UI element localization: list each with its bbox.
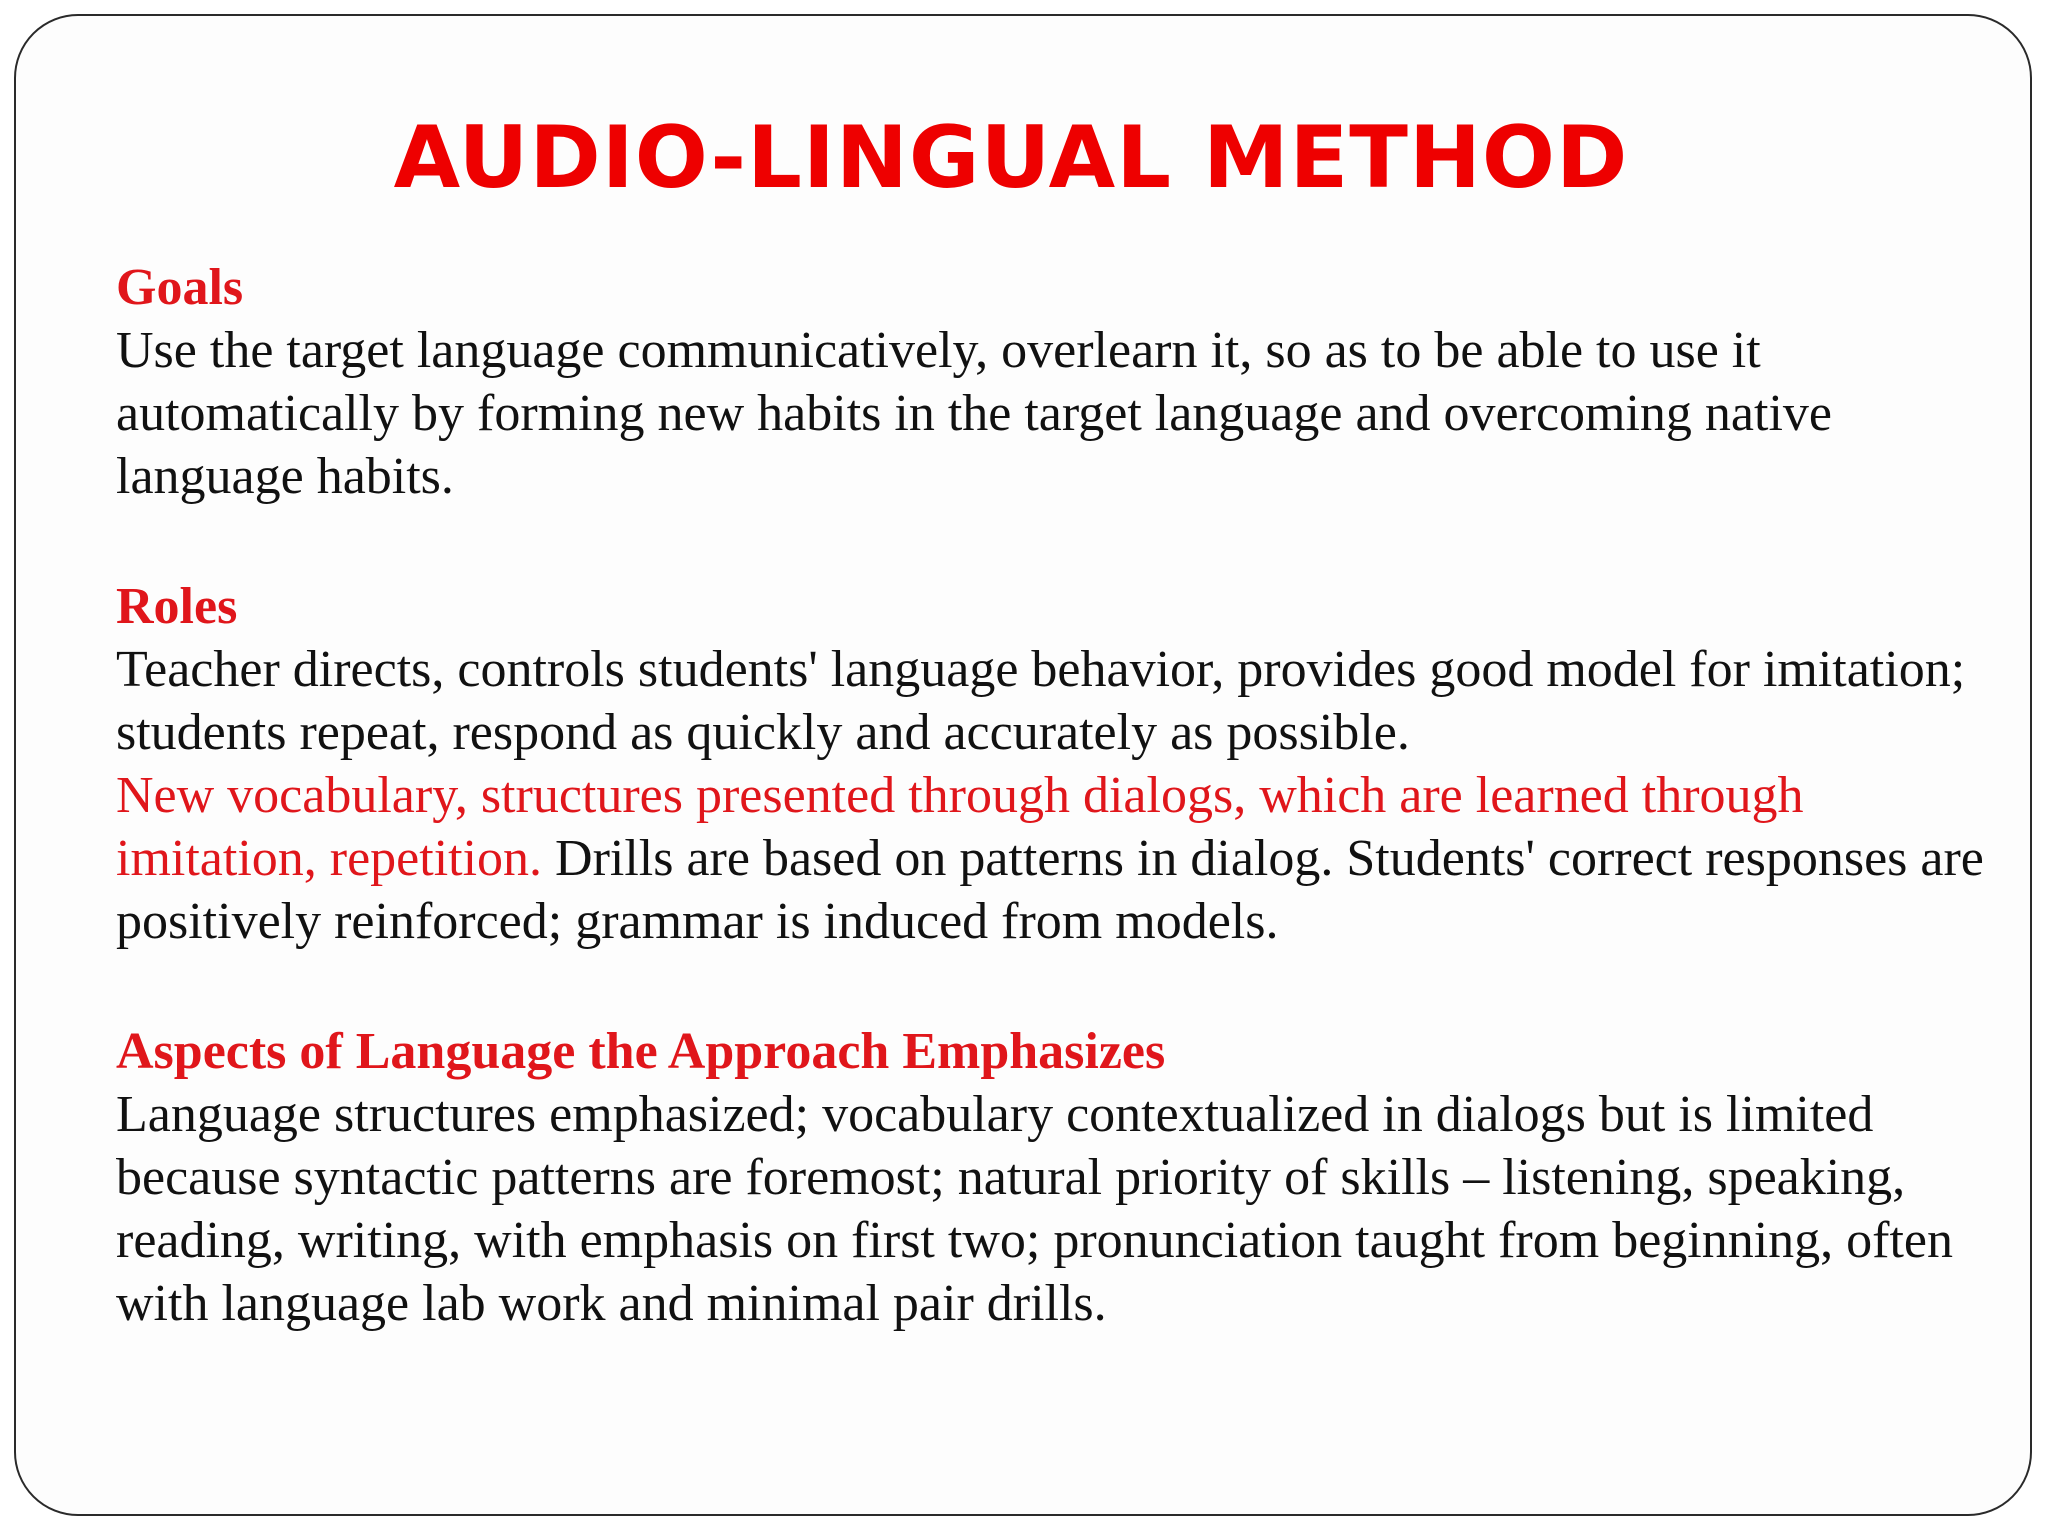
roles-section (116, 575, 1996, 953)
goals-heading: Goals (116, 259, 244, 316)
aspects-heading: Aspects of Language the Approach Emphasizes (116, 1023, 1166, 1080)
roles-body (116, 638, 1996, 953)
goals-body: Use the target language communicatively, overlearn it, so as to be able to use it automatically by forming new habits in the target language and overcoming native language habits. (116, 322, 1832, 505)
slide-title: AUDIO-LINGUAL METHOD (393, 108, 1629, 208)
aspects-section (116, 1020, 1996, 1335)
slide-content (116, 256, 1996, 1402)
roles-body-text-2: Drills are based on patterns in dialog. Students' correct responses are positively reinforced; grammar is induced from models. (116, 830, 1984, 950)
roles-body-text: Teacher directs, controls students' language behavior, provides good model for imitation; students repeat, respond as quickly and accurately as possible. (116, 641, 1966, 761)
slide-frame (14, 14, 2032, 1516)
roles-heading: Roles (116, 578, 238, 635)
goals-section (116, 256, 1996, 508)
roles-highlight-text: New vocabulary, structures presented through dialogs, which are learned through imitation, repetition. (116, 767, 1804, 887)
aspects-body: Language structures emphasized; vocabulary contextualized in dialogs but is limited because syntactic patterns are foremost; natural priority of skills – listening, speaking, reading, writing, with emphasis on first two; pronunciation taught from beginning, often with language lab work and minimal pair drills. (116, 1086, 1954, 1332)
